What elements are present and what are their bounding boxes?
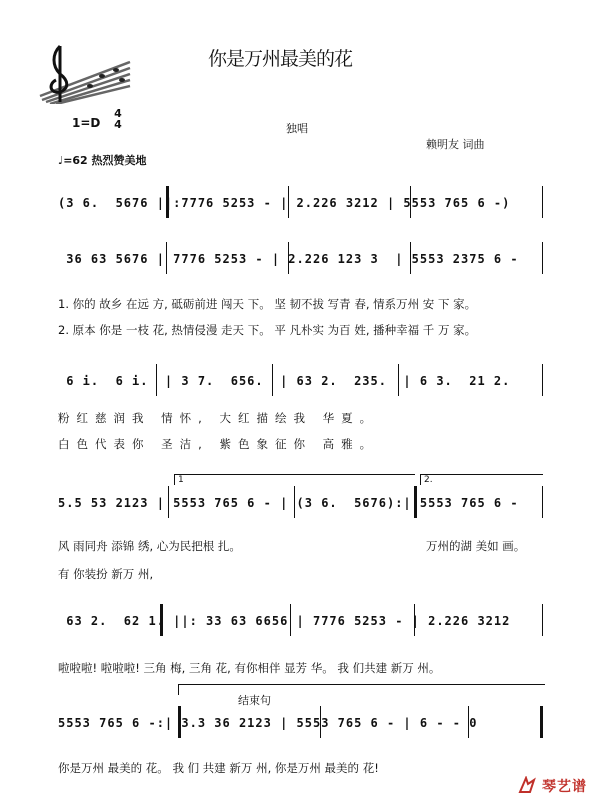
barline — [410, 186, 411, 218]
volta-1-label: 1 — [178, 475, 184, 485]
notes: 36 63 5676 | 7776 5253 - | 2.226 123 3 | 5553 2375 6 - — [58, 252, 519, 266]
music-row-3 — [58, 364, 544, 400]
lyric-line-5b: 万州的湖 美如 画。 — [426, 539, 526, 553]
notes: 5553 765 6 -:| 3.3 36 2123 | 5553 765 6 - | 6 - - 0 — [58, 716, 478, 730]
lyric-verse-1: 1. 你的 故乡 在远 方, 砥砺前进 闯天 下。 坚 韧不拔 写青 春, 情系万州 安 下 家。 — [58, 297, 477, 311]
barline — [272, 364, 273, 396]
lyric-line-3: 粉红慈润我 情怀, 大红描绘我 华夏。 — [58, 411, 379, 425]
brand-watermark — [518, 774, 598, 796]
key-signature: 1=D — [72, 116, 101, 130]
composer-credit: 赖明友 词曲 — [426, 138, 485, 151]
treble-clef-logo-icon — [30, 40, 134, 104]
brand-text: 琴艺谱 — [542, 779, 587, 795]
time-signature-bottom: 4 — [114, 118, 122, 131]
barline — [290, 604, 291, 636]
coda-bracket — [178, 684, 545, 695]
barline — [156, 364, 157, 396]
music-row-4 — [58, 486, 544, 522]
barline — [468, 706, 469, 738]
notes: 5.5 53 2123 | 5553 765 6 - | (3 6. 5676):| 5553 765 6 - — [58, 496, 519, 510]
music-row-1 — [58, 186, 544, 222]
time-signature — [112, 108, 124, 130]
song-title: 你是万州最美的花 — [208, 48, 353, 70]
barline — [410, 242, 411, 274]
notes: (3 6. 5676 ||:7776 5253 - | 2.226 3212 | 5553 765 6 -) — [58, 196, 511, 210]
volta-bracket-1 — [174, 474, 415, 485]
barline — [542, 242, 543, 274]
music-row-2 — [58, 242, 544, 278]
repeat-barline — [178, 706, 181, 738]
barline — [398, 364, 399, 396]
barline — [542, 486, 543, 518]
coda-label: 结束句 — [238, 694, 271, 707]
barline — [320, 706, 321, 738]
barline — [166, 242, 167, 274]
barline — [542, 186, 543, 218]
lyric-line-8: 你是万州 最美的 花。 我 们 共建 新万 州, 你是万州 最美的 花! — [58, 761, 379, 775]
brand-logo-icon — [518, 776, 538, 794]
lyric-line-7: 啦啦啦! 啦啦啦! 三角 梅, 三角 花, 有你相伴 显芳 华。 我 们共建 新万 州。 — [58, 661, 441, 675]
volta-2-label: 2. — [424, 475, 433, 485]
notes: 63 2. 62 1. ||: 33 63 6656 | 7776 5253 - | 2.226 3212 — [58, 614, 511, 628]
barline — [414, 604, 415, 636]
final-barline — [540, 706, 543, 738]
repeat-barline — [160, 604, 163, 636]
music-row-6 — [58, 706, 544, 742]
barline — [542, 364, 543, 396]
lyric-verse-2: 2. 原本 你是 一枝 花, 热情侵漫 走天 下。 平 凡朴实 为百 姓, 播种幸福 千 万 家。 — [58, 323, 477, 337]
lyric-line-6: 有 你装扮 新万 州, — [58, 567, 154, 581]
barline — [288, 242, 289, 274]
time-signature-top: 4 — [114, 107, 122, 120]
volta-bracket-2 — [420, 474, 543, 485]
barline — [168, 486, 169, 518]
barline — [542, 604, 543, 636]
repeat-barline — [414, 486, 417, 518]
lyric-line-5a: 风 雨同舟 添锦 绣, 心为民把根 扎。 — [58, 539, 241, 553]
lyric-line-4: 白色代表你 圣洁, 紫色象征你 高雅。 — [58, 437, 379, 451]
barline — [288, 186, 289, 218]
performance-label: 独唱 — [286, 122, 308, 135]
repeat-barline — [166, 186, 169, 218]
barline — [294, 486, 295, 518]
music-row-5 — [58, 604, 544, 640]
notes: 6 i. 6 i. | 3 7. 656. | 63 2. 235. | 6 3. 21 2. — [58, 374, 511, 388]
tempo-marking: ♩=62 热烈赞美地 — [58, 154, 147, 167]
